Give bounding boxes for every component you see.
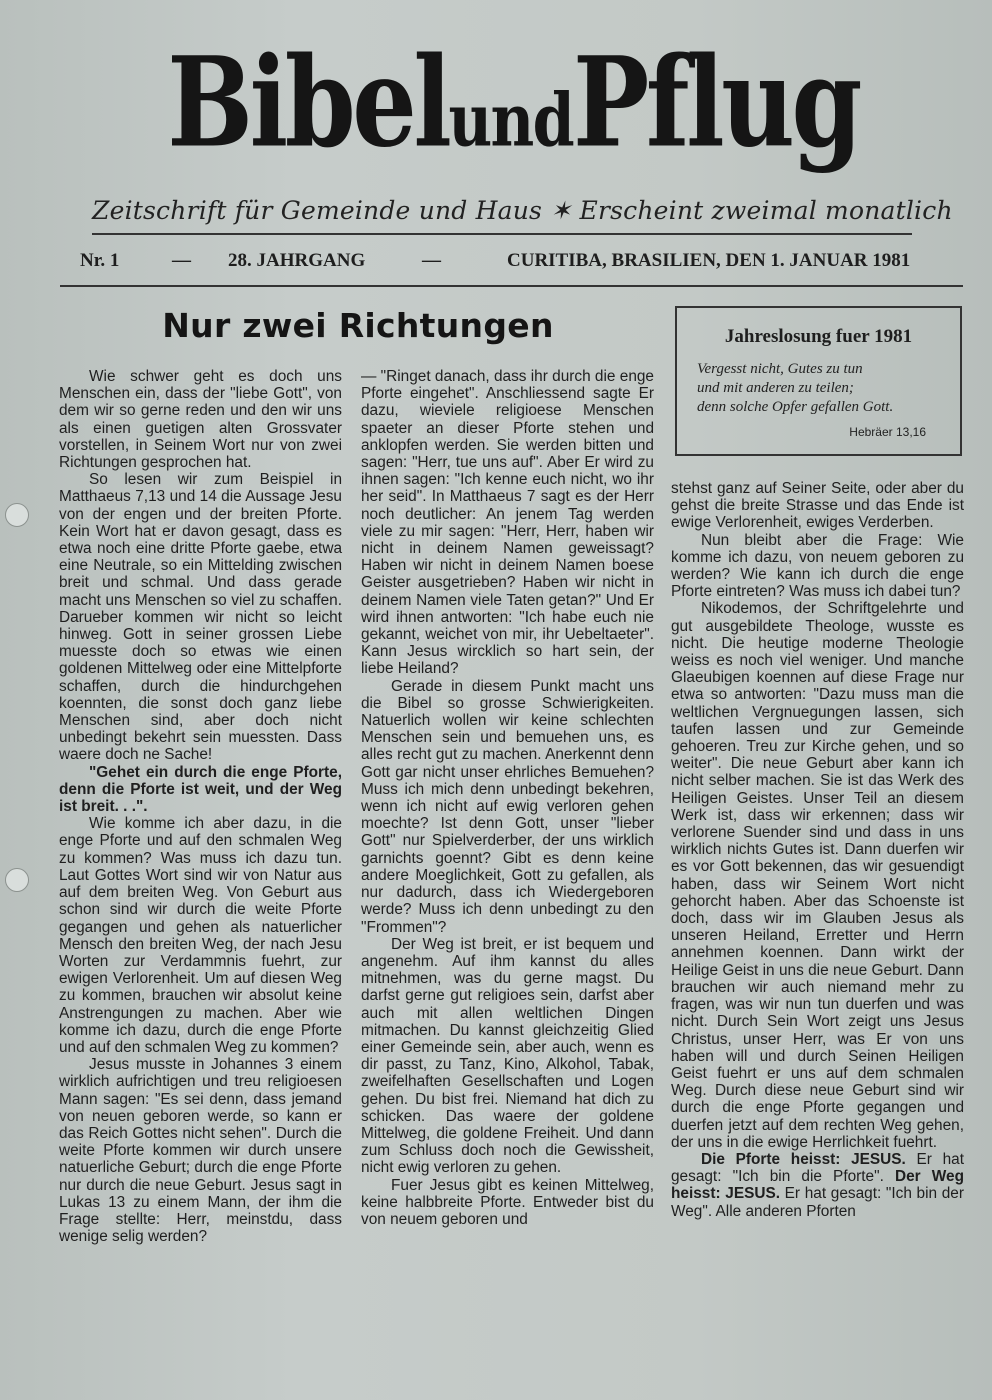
- text-run: Er hat gesagt: "Ich bin die Pforte".: [671, 1150, 964, 1186]
- issue-dash-1: —: [172, 250, 191, 271]
- verse-line: denn solche Opfer gefallen Gott.: [697, 399, 894, 415]
- yearly-verse-reference: Hebräer 13,16: [849, 425, 926, 439]
- bold-phrase: Der Weg heisst: JESUS.: [671, 1168, 964, 1203]
- paragraph: Nun bleibt aber die Frage: Wie komme ich dazu, von neuem geboren zu werden? Wie kann ich durch die enge Pforte eintreten? Was muss ich dabei tun?: [671, 531, 964, 601]
- article-headline: Nur zwei Richtungen: [162, 306, 554, 345]
- masthead-title-part1: Bibel: [167, 29, 449, 176]
- verse-line: und mit anderen zu teilen;: [697, 380, 854, 396]
- issue-year: 28. JAHRGANG: [228, 250, 366, 271]
- paragraph: — "Ringet danach, dass ihr durch die enge Pforte eingehet". Anschliessend sagte Er dazu, wieviele religioese Menschen spaeter an dieser Pforte stehen und anklopfen werden. Sie werden bitten und sagen: "Herr, tue uns auf". Aber Er wird zu ihnen sagen: "Ich kenne euch nicht, wo ihr her seid". In Matthaeus 7 sagt es der Herr noch deutlicher: An jenem Tag werden viele zu mir sagen: "Herr, Herr, haben wir nicht in deinem Namen geweissagt? Haben wir nicht in deinem Namen boese Geister ausgetrieben? Haben wir nicht in deinem Namen viele Taten getan?" Und Er wird ihnen antworten: "Ich habe euch nie gekannt, weichet von mir, ihr Uebeltaeter". Kann Jesus wircklich so hart sein, der liebe Heiland?: [361, 368, 654, 678]
- closing-paragraph: [671, 1151, 964, 1220]
- text-run: Er hat gesagt: "Ich bin der Weg". Alle anderen Pforten: [671, 1185, 964, 1220]
- paragraph: Der Weg ist breit, er ist bequem und angenehm. Auf ihm kannst du alles mitnehmen, was du gerne magst. Du darfst gerne gut religioes sein, darfst aber auch mit allen weltlichen Dingen mitmachen. Du kannst gleichzeitig Glied einer Gemeinde sein, aber auch, wenn es dir passt, zu Tanz, Kino, Alkohol, Tabak, zweifelhaften Gesellschaften und Logen gehen. Du bist frei. Niemand hat dich zu schicken. Das waere der goldene Mittelweg, die goldene Freiheit. Und dann zum Schluss doch noch die Gewissheit, nicht ewig verloren zu gehen.: [361, 935, 654, 1177]
- subtitle-rule: [92, 233, 912, 235]
- yearly-verse-text: [697, 360, 952, 417]
- yearly-verse-box: [675, 306, 962, 456]
- yearly-verse-title: Jahreslosung fuer 1981: [724, 326, 913, 347]
- paragraph: Jesus musste in Johannes 3 einem wirklich aufrichtigen und treu religioesen Mann sagen: "Es sei denn, dass jemand von neuen geboren werde, so kann er das Reich Gottes nicht sehen". Durch die weite Pforte kommen wir durch unsere natuerliche Geburt; durch die enge Pforte nur durch die neue Geburt. Jesus sagt in Lukas 13 zu einem Mann, der ihm die Frage stellte: Herr, meinstdu, dass wenige selig werden?: [59, 1056, 342, 1246]
- bible-quote: "Gehet ein durch die enge Pforte, denn die Pforte ist weit, und der Weg ist breit. . .".: [59, 763, 342, 816]
- article-column-1: [59, 368, 342, 1245]
- issue-dash-2: —: [422, 250, 441, 271]
- issue-place-date: CURITIBA, BRASILIEN, DEN 1. JANUAR 1981: [507, 250, 911, 271]
- punch-hole-bottom: [5, 868, 29, 892]
- masthead-title-und: und: [448, 76, 573, 164]
- masthead: [88, 28, 938, 178]
- paragraph: Wie schwer geht es doch uns Menschen ein, dass der "liebe Gott", von dem wir so gerne reden und den wir uns als einen guetigen alten Grossvater vorstellen, in Seinem Wort nur von zwei Richtungen gesprochen hat.: [59, 368, 342, 472]
- bold-phrase: Die Pforte heisst: JESUS.: [701, 1150, 906, 1168]
- paragraph: Nikodemos, der Schriftgelehrte und gut ausgebildete Theologe, wusste es nicht. Die heutige moderne Theologie weiss es noch viel weniger. Und manche Glaeubigen koennen auf diese Frage nur etwa so antworten: "Dazu muss man die weltlichen Vergnuegungen lassen, sich taufen lassen und zur Gemeinde gehoeren. Treu zur Kirche gehen, und so weiter". Die neue Geburt aber kann ich nicht selber machen. Sie ist das Werk des Heiligen Geistes. Unser Teil an diesem Werk ist, dass wir erkennen; dass wir verlorene Suender sind und dass in uns wirklich nichts Gutes ist. Dann duerfen wir es vor Gott bekennen, das wir gesuendigt haben, dass wir Seinem Wort nicht gehorcht haben. Aber das Schoenste ist doch, dass wir im Glauben Jesus als unseren Heiland, Erretter und Herrn annehmen koennen. Dann wirkt der Heilige Geist in uns die neue Geburt. Dann brauchen wir auch niemand mehr zu fragen, was wir nun tun duerfen und was nicht. Durch Sein Wort zeigt uns Jesus Christus, unser Herr, was Er von uns haben will und durch Seinen Heiligen Geist fuehrt er uns auf dem schmalen Weg. Durch diese neue Geburt sind wir durch die enge Pforte gegangen und duerfen jetzt auf dem rechten Weg gehen, der uns in die ewige Herrlichkeit fuehrt.: [671, 600, 964, 1151]
- paragraph: stehst ganz auf Seiner Seite, oder aber du gehst die breite Strasse und das Ende ist ewige Verlorenheit, ewiges Verderben.: [671, 480, 964, 532]
- punch-hole-top: [5, 503, 29, 527]
- paragraph: So lesen wir zum Beispiel in Matthaeus 7,13 und 14 die Aussage Jesu von der engen und der breiten Pforte. Kein Wort hat er davon gesagt, dass es etwa noch eine dritte Pforte gaebe, etwa eine Neutrale, so ein Mittelding zwischen breit und schmal. Und dass gerade macht uns Menschen so viel zu schaffen. Darueber kommen wir nicht so leicht hinweg. Gott in seiner grossen Liebe muesste doch so etwas wie einen goldenen Mittelweg oder eine Mittelpforte schaffen, durch die hindurchgehen koennten, die sonst doch ganz liebe Menschen sind, aber doch nicht unbedingt bekehrt sein muessten. Dass waere doch ne Sache!: [59, 471, 342, 764]
- masthead-title-part2: Pflug: [572, 29, 859, 176]
- issue-number: Nr. 1: [80, 250, 120, 271]
- issue-rule: [60, 285, 963, 287]
- paragraph: Gerade in diesem Punkt macht uns die Bibel so grosse Schwierigkeiten. Natuerlich wollen wir keine schlechten Menschen sein und bemuehen uns, es alles recht gut zu machen. Anerkennt denn Gott gar nicht unser ehrliches Bemuehen? Muss ich mich denn unbedingt bekehren, wenn ich nicht auf ewig verloren gehen moechte? Ist denn Gott, unser "lieber Gott" nur Spielverderber, der uns wirklich garnichts goennt? Gibt es denn keine andere Moeglichkeit, Gott zu gefallen, als nur dadurch, dass ich Wiedergeboren werde? Muss ich denn unbedingt zu den "Frommen"?: [361, 677, 654, 936]
- verse-line: Vergesst nicht, Gutes zu tun: [697, 361, 863, 377]
- paragraph: Fuer Jesus gibt es keinen Mittelweg, keine halbbreite Pforte. Entweder bist du von neuem geboren und: [361, 1176, 654, 1228]
- paragraph: Wie komme ich aber dazu, in die enge Pforte und auf den schmalen Weg zu kommen? Was muss ich dazu tun. Laut Gottes Wort sind wir von Natur aus auf dem breiten Weg. Von Geburt aus schon sind wir durch die weite Pforte gegangen und gehen als natuerlicher Mensch den breiten Weg, der nach Jesu Worten zur Verdammnis fuehrt, zur ewigen Verlorenheit. Um auf diesen Weg zu kommen, brauchen wir absolut keine Anstrengungen zu machen. Aber wie komme ich dazu, durch die enge Pforte und auf den schmalen Weg zu kommen?: [59, 815, 342, 1056]
- masthead-title: [167, 24, 859, 199]
- article-column-2: [361, 368, 654, 1228]
- masthead-subtitle: Zeitschrift für Gemeinde und Haus ✶ Erscheint zweimal monatlich: [92, 196, 953, 225]
- issue-line: [0, 250, 992, 280]
- article-column-3: [671, 480, 964, 1220]
